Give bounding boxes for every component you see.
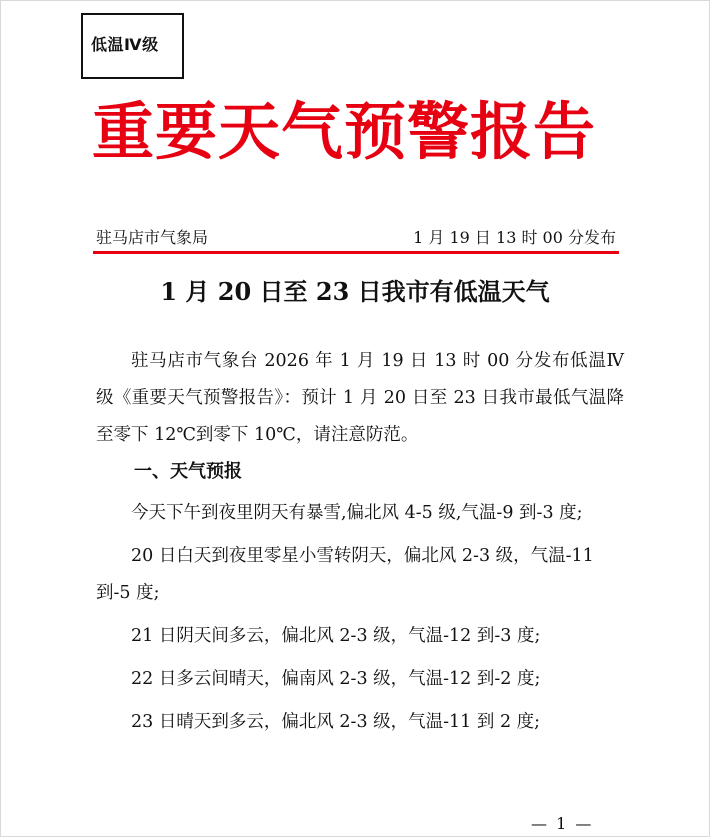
forecast-item: 今天下午到夜里阴天有暴雪,偏北风 4-5 级,气温-9 到-3 度;	[131, 503, 583, 523]
section-heading-forecast: 一、天气预报	[134, 461, 242, 482]
red-divider-line	[93, 251, 619, 254]
intro-paragraph: 驻马店市气象台 2026 年 1 月 19 日 13 时 00 分发布低温Ⅳ级《重要天气预警报告》：预计 1 月 20 日至 23 日我市最低气温降至零下 12℃到零下 10℃，请注意防范。	[96, 351, 624, 445]
issue-time: 1 月 19 日 13 时 00 分发布	[413, 228, 616, 247]
forecast-list	[96, 495, 624, 747]
page-number: — 1 —	[531, 814, 594, 833]
issuer-row	[96, 226, 618, 250]
forecast-item: 20 日白天到夜里零星小雪转阴天，偏北风 2-3 级，气温-11 到-5 度;	[96, 546, 594, 603]
issuer-org: 驻马店市气象局	[96, 228, 209, 247]
document-title: 1 月 20 日至 23 日我市有低温天气	[160, 277, 550, 306]
forecast-item: 21 日阴天间多云，偏北风 2-3 级，气温-12 到-3 度;	[131, 626, 541, 646]
warning-level-badge: 低温Ⅳ级	[81, 13, 184, 79]
report-title: 重要天气预警报告	[92, 95, 597, 168]
forecast-item: 22 日多云间晴天，偏南风 2-3 级，气温-12 到-2 度;	[131, 669, 541, 689]
forecast-item: 23 日晴天到多云，偏北风 2-3 级，气温-11 到 2 度;	[131, 712, 541, 732]
